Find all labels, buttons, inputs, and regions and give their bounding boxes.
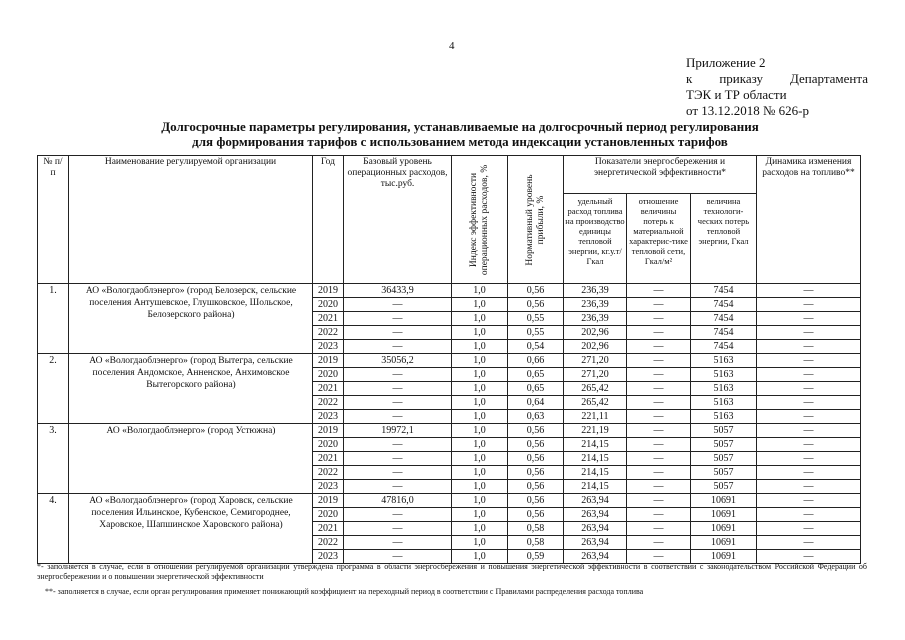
- cell-losses: 5163: [691, 354, 757, 368]
- cell-index: 1,0: [452, 508, 508, 522]
- appendix-dept: Департамента: [789, 71, 868, 86]
- cell-year: 2021: [313, 452, 344, 466]
- cell-base: 36433,9: [344, 284, 452, 298]
- cell-index: 1,0: [452, 284, 508, 298]
- cell-dyn: —: [757, 410, 861, 424]
- cell-base: —: [344, 452, 452, 466]
- org-name: АО «Вологдаоблэнерго» (город Харовск, сельские поселения Ильинское, Кубенское, Семигороднее, Харовское, Шапшинское Харовского района): [69, 494, 313, 564]
- cell-index: 1,0: [452, 368, 508, 382]
- cell-index: 1,0: [452, 438, 508, 452]
- cell-dyn: —: [757, 494, 861, 508]
- cell-ratio: —: [627, 368, 691, 382]
- cell-ratio: —: [627, 466, 691, 480]
- cell-index: 1,0: [452, 326, 508, 340]
- cell-ratio: —: [627, 480, 691, 494]
- cell-index: 1,0: [452, 480, 508, 494]
- cell-fuel: 265,42: [564, 396, 627, 410]
- cell-profit: 0,66: [508, 354, 564, 368]
- cell-year: 2020: [313, 438, 344, 452]
- cell-base: —: [344, 480, 452, 494]
- cell-ratio: —: [627, 438, 691, 452]
- cell-dyn: —: [757, 522, 861, 536]
- cell-base: —: [344, 466, 452, 480]
- cell-profit: 0,59: [508, 550, 564, 564]
- cell-losses: 5163: [691, 382, 757, 396]
- cell-index: 1,0: [452, 312, 508, 326]
- cell-year: 2022: [313, 536, 344, 550]
- cell-base: —: [344, 368, 452, 382]
- table-row: [38, 284, 861, 298]
- org-name: АО «Вологдаоблэнерго» (город Вытегра, сельские поселения Андомское, Анненское, Анхимовское Вытегорского района): [69, 354, 313, 424]
- header-base: Базовый уровень операционных расходов, тыс.руб.: [344, 156, 452, 284]
- cell-year: 2019: [313, 494, 344, 508]
- cell-profit: 0,54: [508, 340, 564, 354]
- cell-base: 35056,2: [344, 354, 452, 368]
- cell-profit: 0,63: [508, 410, 564, 424]
- header-index-text: Индекс эффективности операционных расходов, %: [468, 164, 490, 275]
- cell-losses: 5057: [691, 466, 757, 480]
- cell-ratio: —: [627, 354, 691, 368]
- cell-profit: 0,55: [508, 326, 564, 340]
- cell-dyn: —: [757, 298, 861, 312]
- header-losses: величина технологи-ческих потерь тепловой энергии, Гкал: [691, 194, 757, 284]
- cell-dyn: —: [757, 340, 861, 354]
- cell-fuel: 271,20: [564, 368, 627, 382]
- cell-losses: 5057: [691, 438, 757, 452]
- cell-base: —: [344, 536, 452, 550]
- cell-index: 1,0: [452, 382, 508, 396]
- table-row: [38, 424, 861, 438]
- cell-dyn: —: [757, 438, 861, 452]
- cell-fuel: 214,15: [564, 438, 627, 452]
- org-name: АО «Вологдаоблэнерго» (город Белозерск, сельские поселения Антушевское, Глушковское, Шольское, Белозерского района): [69, 284, 313, 354]
- cell-dyn: —: [757, 284, 861, 298]
- cell-index: 1,0: [452, 536, 508, 550]
- cell-index: 1,0: [452, 410, 508, 424]
- cell-base: —: [344, 550, 452, 564]
- cell-year: 2020: [313, 298, 344, 312]
- cell-profit: 0,65: [508, 368, 564, 382]
- header-num: № п/п: [38, 156, 69, 284]
- cell-fuel: 214,15: [564, 452, 627, 466]
- cell-ratio: —: [627, 284, 691, 298]
- footnotes: [37, 562, 867, 597]
- header-fuel: удельный расход топлива на производство единицы тепловой энергии, кг.у.т/Гкал: [564, 194, 627, 284]
- table-row: [38, 354, 861, 368]
- cell-dyn: —: [757, 424, 861, 438]
- cell-index: 1,0: [452, 340, 508, 354]
- cell-profit: 0,56: [508, 480, 564, 494]
- cell-dyn: —: [757, 536, 861, 550]
- title-line-2: для формирования тарифов с использованием метода индексации установленных тарифов: [192, 133, 728, 149]
- title-line-1: Долгосрочные параметры регулирования, устанавливаемые на долгосрочный период регулирования: [161, 119, 759, 134]
- cell-year: 2019: [313, 354, 344, 368]
- cell-year: 2022: [313, 396, 344, 410]
- cell-dyn: —: [757, 452, 861, 466]
- appendix-line-3: ТЭК и ТР области: [686, 87, 787, 102]
- org-name: АО «Вологдаоблэнерго» (город Устюжна): [69, 424, 313, 494]
- cell-fuel: 263,94: [564, 536, 627, 550]
- cell-ratio: —: [627, 536, 691, 550]
- cell-base: —: [344, 508, 452, 522]
- cell-profit: 0,56: [508, 466, 564, 480]
- cell-fuel: 236,39: [564, 284, 627, 298]
- cell-ratio: —: [627, 340, 691, 354]
- cell-base: —: [344, 438, 452, 452]
- cell-ratio: —: [627, 410, 691, 424]
- page-number: 4: [449, 40, 455, 52]
- cell-dyn: —: [757, 326, 861, 340]
- cell-losses: 7454: [691, 284, 757, 298]
- cell-losses: 10691: [691, 536, 757, 550]
- cell-base: —: [344, 340, 452, 354]
- cell-base: —: [344, 396, 452, 410]
- header-ratio: отношение величины потерь к материальной характерис-тике тепловой сети, Гкал/м²: [627, 194, 691, 284]
- cell-year: 2023: [313, 410, 344, 424]
- footnote-1: *- заполняется в случае, если в отношении регулируемой организации утверждена программа в области энергосбережения и повышения энергетической эффективности в соответствии с законодательством Российской Федерации об энергосбережении и о повышении энергетической эффективности: [37, 562, 867, 581]
- cell-profit: 0,58: [508, 522, 564, 536]
- cell-index: 1,0: [452, 354, 508, 368]
- cell-index: 1,0: [452, 396, 508, 410]
- cell-base: —: [344, 410, 452, 424]
- cell-fuel: 221,11: [564, 410, 627, 424]
- cell-ratio: —: [627, 312, 691, 326]
- cell-year: 2019: [313, 284, 344, 298]
- cell-profit: 0,56: [508, 508, 564, 522]
- cell-profit: 0,55: [508, 312, 564, 326]
- cell-losses: 5057: [691, 480, 757, 494]
- cell-ratio: —: [627, 508, 691, 522]
- cell-fuel: 202,96: [564, 340, 627, 354]
- org-number: 2.: [38, 354, 69, 424]
- cell-losses: 7454: [691, 298, 757, 312]
- cell-dyn: —: [757, 396, 861, 410]
- cell-profit: 0,56: [508, 494, 564, 508]
- cell-fuel: 221,19: [564, 424, 627, 438]
- cell-dyn: —: [757, 354, 861, 368]
- appendix-block: [686, 55, 868, 119]
- cell-losses: 7454: [691, 326, 757, 340]
- cell-losses: 7454: [691, 312, 757, 326]
- cell-year: 2023: [313, 340, 344, 354]
- cell-losses: 10691: [691, 522, 757, 536]
- cell-base: —: [344, 382, 452, 396]
- cell-dyn: —: [757, 382, 861, 396]
- cell-year: 2023: [313, 480, 344, 494]
- cell-base: —: [344, 326, 452, 340]
- cell-ratio: —: [627, 522, 691, 536]
- cell-losses: 5163: [691, 368, 757, 382]
- cell-year: 2021: [313, 312, 344, 326]
- document-title: [70, 120, 850, 149]
- cell-index: 1,0: [452, 494, 508, 508]
- cell-losses: 10691: [691, 494, 757, 508]
- cell-ratio: —: [627, 396, 691, 410]
- cell-profit: 0,58: [508, 536, 564, 550]
- header-energy: Показатели энергосбережения и энергетической эффективности*: [564, 156, 757, 194]
- cell-year: 2022: [313, 466, 344, 480]
- cell-dyn: —: [757, 508, 861, 522]
- org-number: 3.: [38, 424, 69, 494]
- cell-base: 19972,1: [344, 424, 452, 438]
- cell-fuel: 214,15: [564, 466, 627, 480]
- cell-year: 2020: [313, 508, 344, 522]
- appendix-k: к: [686, 71, 693, 86]
- appendix-line-4: от 13.12.2018 № 626-р: [686, 103, 809, 118]
- cell-dyn: —: [757, 550, 861, 564]
- cell-fuel: 236,39: [564, 312, 627, 326]
- cell-index: 1,0: [452, 466, 508, 480]
- cell-dyn: —: [757, 368, 861, 382]
- cell-ratio: —: [627, 452, 691, 466]
- cell-ratio: —: [627, 494, 691, 508]
- cell-losses: 10691: [691, 508, 757, 522]
- cell-year: 2020: [313, 368, 344, 382]
- cell-dyn: —: [757, 480, 861, 494]
- cell-losses: 5057: [691, 452, 757, 466]
- cell-ratio: —: [627, 424, 691, 438]
- header-index: [452, 156, 508, 284]
- cell-year: 2023: [313, 550, 344, 564]
- cell-profit: 0,56: [508, 424, 564, 438]
- cell-fuel: 271,20: [564, 354, 627, 368]
- cell-year: 2022: [313, 326, 344, 340]
- cell-profit: 0,56: [508, 452, 564, 466]
- appendix-line-1: Приложение 2: [686, 55, 766, 70]
- cell-index: 1,0: [452, 550, 508, 564]
- cell-year: 2021: [313, 382, 344, 396]
- header-dynamics: Динамика изменения расходов на топливо**: [757, 156, 861, 284]
- cell-year: 2019: [313, 424, 344, 438]
- header-org: Наименование регулируемой организации: [69, 156, 313, 284]
- cell-year: 2021: [313, 522, 344, 536]
- cell-profit: 0,64: [508, 396, 564, 410]
- cell-fuel: 236,39: [564, 298, 627, 312]
- cell-fuel: 263,94: [564, 550, 627, 564]
- cell-fuel: 202,96: [564, 326, 627, 340]
- parameters-table: [37, 155, 861, 564]
- cell-index: 1,0: [452, 424, 508, 438]
- cell-base: —: [344, 312, 452, 326]
- cell-base: —: [344, 522, 452, 536]
- cell-profit: 0,65: [508, 382, 564, 396]
- appendix-line-2: [686, 71, 868, 87]
- cell-losses: 5057: [691, 424, 757, 438]
- cell-fuel: 263,94: [564, 508, 627, 522]
- cell-losses: 7454: [691, 340, 757, 354]
- cell-profit: 0,56: [508, 284, 564, 298]
- header-profit-text: Нормативный уровень прибыли, %: [524, 173, 546, 266]
- cell-dyn: —: [757, 466, 861, 480]
- cell-fuel: 214,15: [564, 480, 627, 494]
- cell-base: —: [344, 298, 452, 312]
- cell-ratio: —: [627, 550, 691, 564]
- cell-ratio: —: [627, 326, 691, 340]
- cell-profit: 0,56: [508, 438, 564, 452]
- cell-profit: 0,56: [508, 298, 564, 312]
- cell-ratio: —: [627, 382, 691, 396]
- cell-index: 1,0: [452, 298, 508, 312]
- cell-ratio: —: [627, 298, 691, 312]
- org-number: 4.: [38, 494, 69, 564]
- cell-base: 47816,0: [344, 494, 452, 508]
- cell-fuel: 263,94: [564, 522, 627, 536]
- cell-dyn: —: [757, 312, 861, 326]
- appendix-prikazu: приказу: [719, 71, 763, 86]
- cell-losses: 5163: [691, 410, 757, 424]
- header-year: Год: [313, 156, 344, 284]
- cell-fuel: 265,42: [564, 382, 627, 396]
- table-row: [38, 494, 861, 508]
- cell-losses: 5163: [691, 396, 757, 410]
- cell-index: 1,0: [452, 452, 508, 466]
- org-number: 1.: [38, 284, 69, 354]
- cell-losses: 10691: [691, 550, 757, 564]
- cell-index: 1,0: [452, 522, 508, 536]
- footnote-2: **- заполняется в случае, если орган регулирования применяет понижающий коэффициент на переходный период в соответствии с Правилами распределения расхода топлива: [45, 587, 644, 596]
- cell-fuel: 263,94: [564, 494, 627, 508]
- header-profit: [508, 156, 564, 284]
